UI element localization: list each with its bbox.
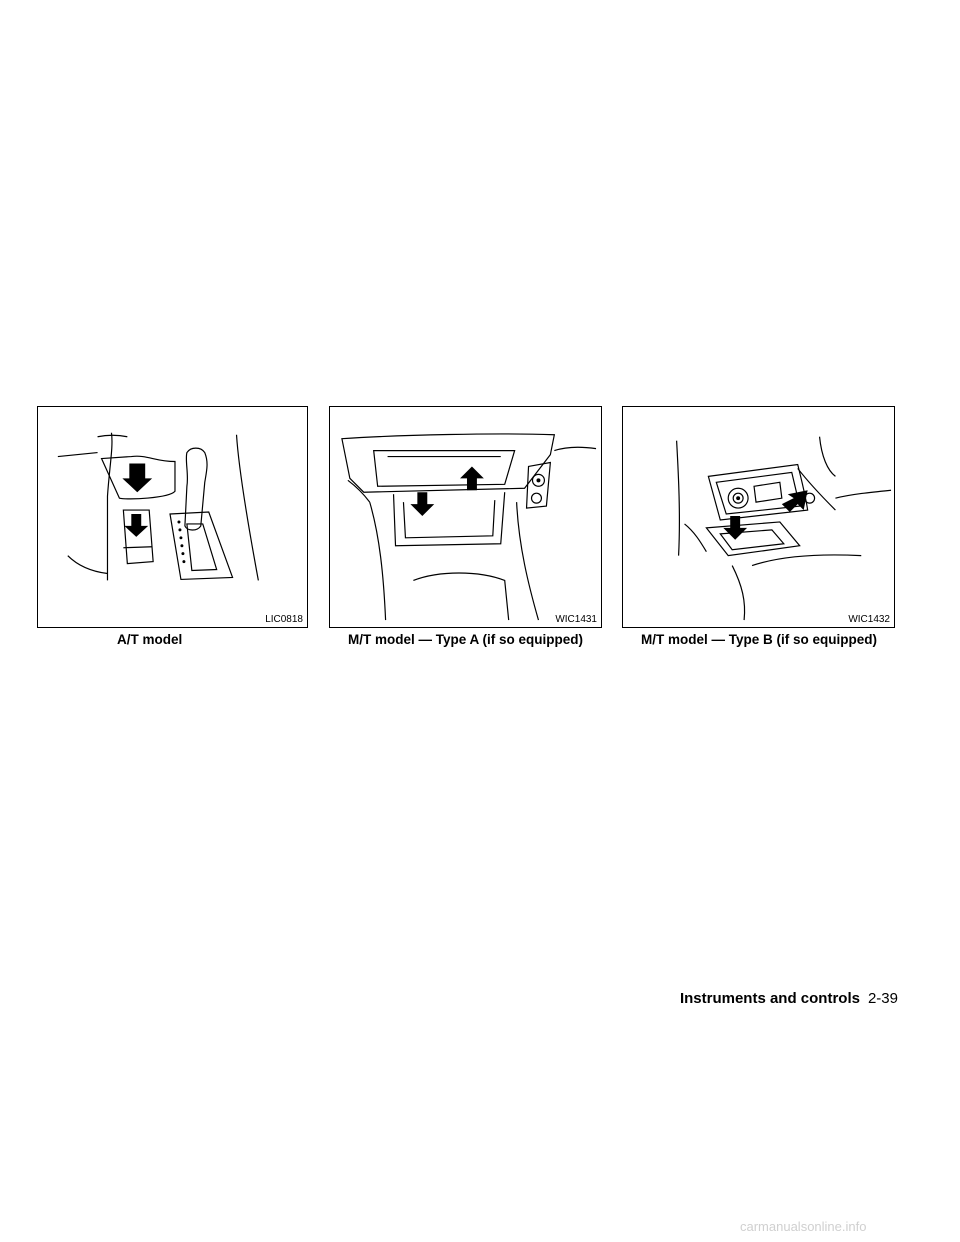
page-footer [680, 988, 898, 1010]
mt-type-b-console-illustration [623, 407, 894, 627]
figure-at-model [37, 406, 308, 628]
at-console-illustration [38, 407, 307, 627]
figure-caption: A/T model [117, 632, 183, 647]
figure-mt-type-a [329, 406, 602, 628]
figure-caption: M/T model — Type A (if so equipped) [348, 632, 583, 647]
mt-type-a-console-illustration [330, 407, 601, 627]
watermark-text: carmanualsonline.info [740, 1219, 867, 1234]
page-number: 2-39 [867, 990, 898, 1007]
figure-mt-type-b [622, 406, 895, 628]
figure-code: LIC0818 [265, 614, 303, 625]
figure-code: WIC1432 [848, 614, 890, 625]
footer-section-title: Instruments and controls [679, 990, 860, 1007]
figure-caption: M/T model — Type B (if so equipped) [641, 632, 877, 647]
figure-code: WIC1431 [555, 614, 597, 625]
